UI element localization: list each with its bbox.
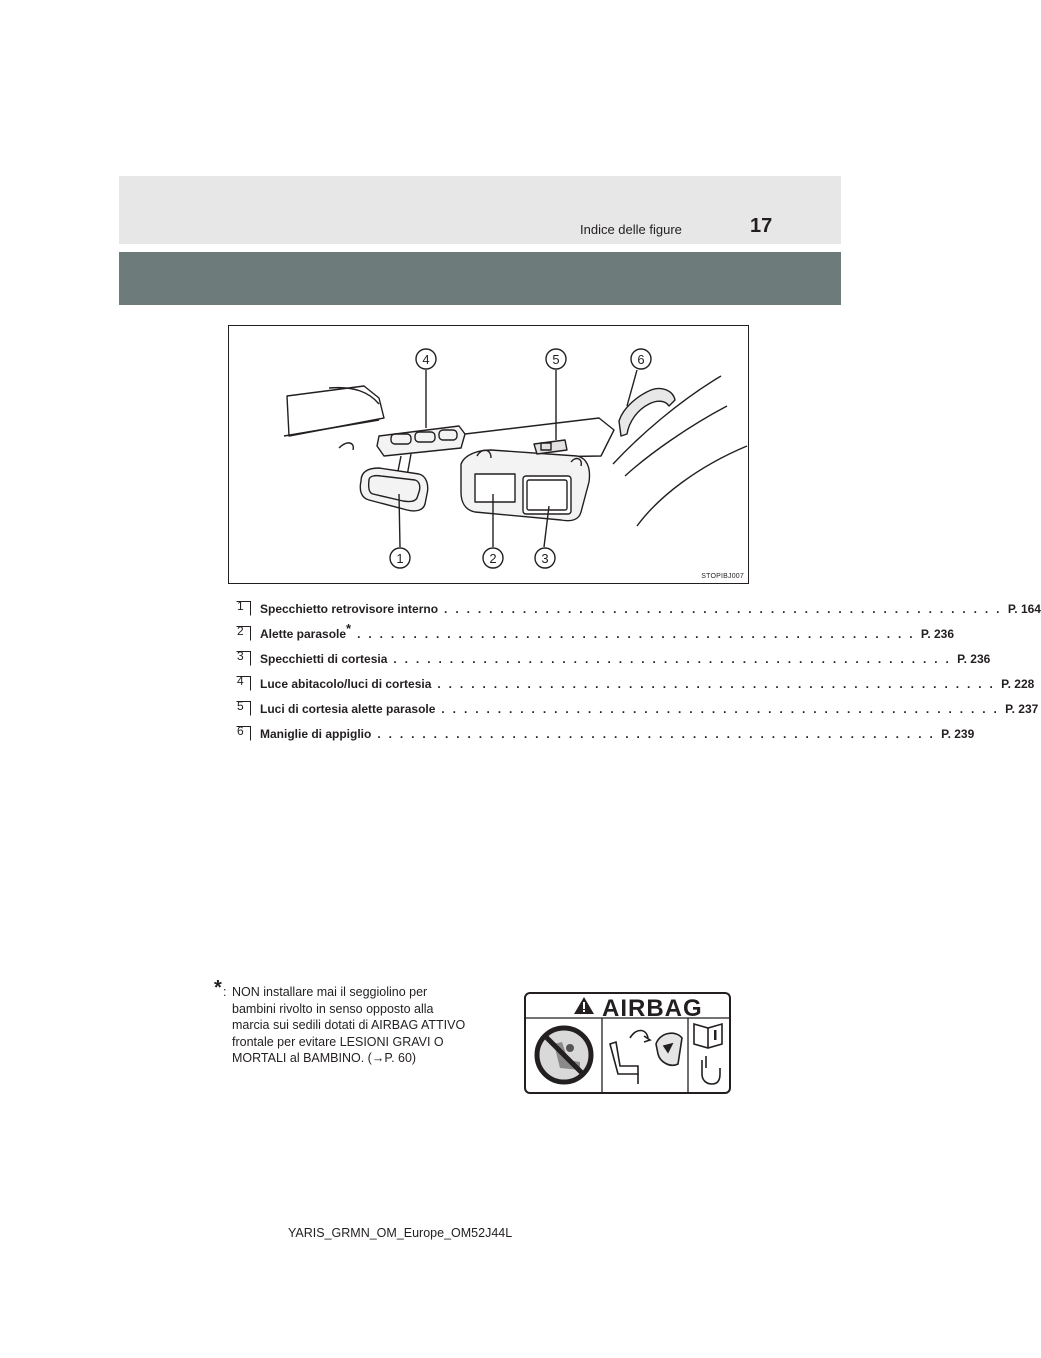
item-label-text: Alette parasole bbox=[260, 626, 347, 641]
footnote-line: bambini rivolto in senso opposto alla bbox=[232, 1001, 434, 1016]
header-bar bbox=[119, 252, 841, 305]
leader-dots: . . . . . . . . . . . . . . . . . . . . . . . . . . . . . . . . . . . . . . . . . . . . . . . . . . bbox=[357, 626, 915, 641]
item-label: Specchietto retrovisore interno bbox=[260, 601, 439, 616]
airbag-footnote bbox=[214, 977, 499, 1067]
item-number: 2 bbox=[237, 624, 244, 638]
item-number-badge bbox=[236, 701, 251, 716]
page-reference[interactable]: P. 228 bbox=[1001, 676, 1035, 691]
airbag-warning-label bbox=[524, 992, 731, 1094]
item-number-badge bbox=[236, 601, 251, 616]
callout-6: 6 bbox=[637, 352, 645, 367]
item-number: 5 bbox=[237, 699, 244, 713]
item-label: Luci di cortesia alette parasole bbox=[260, 701, 436, 716]
item-number-badge bbox=[236, 626, 251, 641]
airbag-deploy-icon bbox=[610, 1031, 682, 1085]
item-label: Specchietti di cortesia bbox=[260, 651, 388, 666]
item-number: 4 bbox=[237, 674, 244, 688]
leader-dots: . . . . . . . . . . . . . . . . . . . . . . . . . . . . . . . . . . . . . . . . . . . . . . . . . . bbox=[437, 676, 996, 691]
item-number: 6 bbox=[237, 724, 244, 738]
footnote-line: MORTALI al BAMBINO. (→P. 60) bbox=[232, 1051, 417, 1065]
figure-code: STOPIBJ007 bbox=[701, 573, 744, 580]
interior-ceiling-illustration bbox=[228, 325, 749, 584]
item-number: 3 bbox=[237, 649, 244, 663]
item-label: Maniglie di appiglio bbox=[260, 726, 372, 741]
asterisk-marker: * bbox=[346, 620, 352, 636]
page-reference[interactable]: P. 236 bbox=[957, 651, 991, 666]
item-label bbox=[260, 620, 352, 641]
footnote-text bbox=[232, 984, 499, 1067]
footnote-line: frontale per evitare LESIONI GRAVI O bbox=[232, 1034, 444, 1049]
callout-5: 5 bbox=[552, 352, 560, 367]
footnote-marker: * bbox=[214, 977, 222, 999]
page-reference[interactable]: P. 236 bbox=[920, 626, 955, 641]
leader-dots: . . . . . . . . . . . . . . . . . . . . . . . . . . . . . . . . . . . . . . . . . . . . . . . . . . bbox=[444, 601, 1002, 616]
footnote-line: NON installare mai il seggiolino per bbox=[232, 985, 428, 999]
legend-item bbox=[236, 671, 1035, 696]
legend-item bbox=[236, 596, 1041, 621]
item-number-badge bbox=[236, 726, 251, 741]
legend-list bbox=[236, 596, 1041, 746]
legend-item bbox=[236, 696, 1039, 721]
callout-2: 2 bbox=[489, 551, 497, 566]
warning-triangle-icon bbox=[574, 997, 594, 1014]
ceiling-drawing bbox=[229, 326, 748, 583]
page-reference[interactable]: P. 164 bbox=[1007, 601, 1041, 616]
legend-item bbox=[236, 646, 991, 671]
callout-1: 1 bbox=[396, 551, 404, 566]
item-label: Luce abitacolo/luci di cortesia bbox=[260, 676, 432, 691]
page-number: 17 bbox=[750, 215, 773, 237]
section-title: Indice delle figure bbox=[580, 222, 682, 237]
item-number-badge bbox=[236, 676, 251, 691]
leader-dots: . . . . . . . . . . . . . . . . . . . . . . . . . . . . . . . . . . . . . . . . . . . . . . . . . . bbox=[441, 701, 1000, 716]
leader-dots: . . . . . . . . . . . . . . . . . . . . . . . . . . . . . . . . . . . . . . . . . . . . . . . . . . bbox=[393, 651, 952, 666]
callout-3: 3 bbox=[541, 551, 549, 566]
read-manual-icon bbox=[694, 1024, 722, 1084]
legend-item bbox=[236, 721, 975, 746]
page-reference[interactable]: P. 239 bbox=[941, 726, 975, 741]
no-child-seat-icon bbox=[537, 1028, 591, 1082]
item-number: 1 bbox=[237, 599, 244, 613]
footnote-colon: : bbox=[223, 985, 227, 999]
leader-dots: . . . . . . . . . . . . . . . . . . . . . . . . . . . . . . . . . . . . . . . . . . . . . . . . . . bbox=[377, 726, 936, 741]
airbag-word: AIRBAG bbox=[602, 995, 703, 1022]
page-reference[interactable]: P. 237 bbox=[1005, 701, 1039, 716]
callout-4: 4 bbox=[422, 352, 430, 367]
footnote-line: marcia sui sedili dotati di AIRBAG ATTIVO bbox=[232, 1018, 466, 1032]
legend-item bbox=[236, 620, 955, 646]
header-band bbox=[119, 176, 841, 244]
item-number-badge bbox=[236, 651, 251, 666]
document-id: YARIS_GRMN_OM_Europe_OM52J44L bbox=[288, 1226, 513, 1240]
